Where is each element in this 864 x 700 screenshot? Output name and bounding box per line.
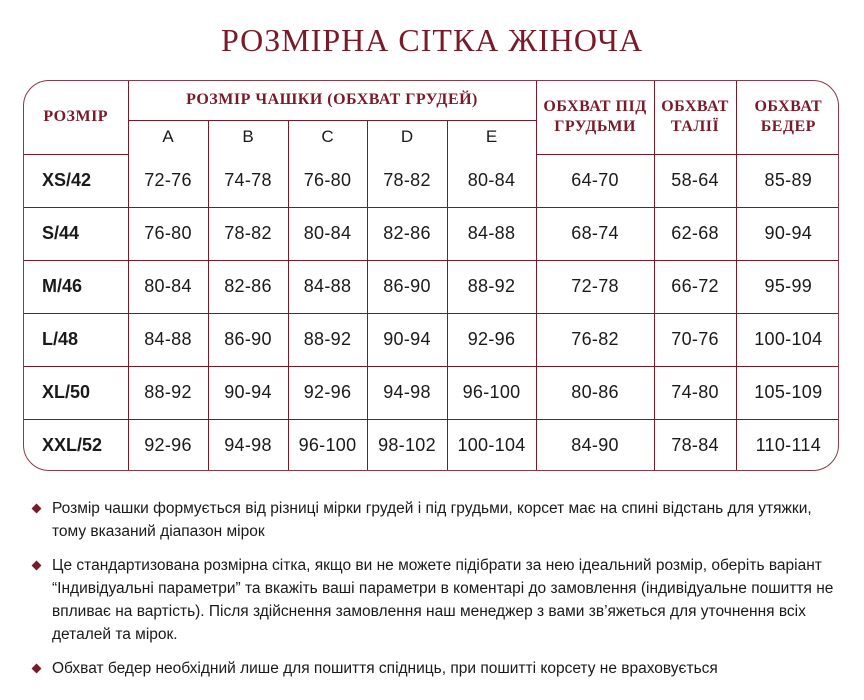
hips-cell: 100-104 xyxy=(736,313,839,366)
header-underbust: ОБХВАТ ПІД ГРУДЬМИ xyxy=(536,81,654,154)
cup-range-cell: 84-88 xyxy=(128,313,208,366)
hips-cell: 90-94 xyxy=(736,207,839,260)
cup-range-cell: 94-98 xyxy=(367,366,447,419)
cup-range-cell: 72-76 xyxy=(128,154,208,207)
table-row xyxy=(24,419,839,471)
cup-range-cell: 84-88 xyxy=(447,207,536,260)
hips-cell: 105-109 xyxy=(736,366,839,419)
hips-cell: 85-89 xyxy=(736,154,839,207)
hips-cell: 95-99 xyxy=(736,260,839,313)
cup-range-cell: 76-80 xyxy=(128,207,208,260)
cup-range-cell: 82-86 xyxy=(367,207,447,260)
note-text: Це стандартизована розмірна сітка, якщо ви не можете підібрати за нею ідеальний розмір, оберіть варіант “Індивідуальні параметри” та вкажіть ваші параметри в коментарі до замовлення (індивідуальне пошиття не впливає на вартість). Після здійснення замовлення наш менеджер з вами зв’яжеться для уточнення всіх деталей та мірок. xyxy=(52,557,834,643)
table-row xyxy=(24,154,839,207)
table-row xyxy=(24,366,839,419)
cup-range-cell: 80-84 xyxy=(288,207,367,260)
diamond-bullet-icon xyxy=(32,664,42,674)
underbust-cell: 80-86 xyxy=(536,366,654,419)
cup-range-cell: 92-96 xyxy=(447,313,536,366)
table-row xyxy=(24,313,839,366)
size-label: M/46 xyxy=(24,260,128,313)
header-size: РОЗМІР xyxy=(24,81,128,154)
cup-range-cell: 92-96 xyxy=(128,419,208,471)
notes-list xyxy=(30,497,840,691)
note-item xyxy=(30,554,840,646)
cup-range-cell: 88-92 xyxy=(447,260,536,313)
header-cup-group: РОЗМІР ЧАШКИ (ОБХВАТ ГРУДЕЙ) xyxy=(128,81,536,120)
size-label: XS/42 xyxy=(24,154,128,207)
header-cup-a: A xyxy=(128,120,208,154)
note-item xyxy=(30,657,840,680)
cup-range-cell: 78-82 xyxy=(367,154,447,207)
cup-range-cell: 98-102 xyxy=(367,419,447,471)
header-hips: ОБХВАТ БЕДЕР xyxy=(736,81,839,154)
cup-range-cell: 100-104 xyxy=(447,419,536,471)
note-text: Обхват бедер необхідний лише для пошиття спідниць, при пошитті корсету не враховується xyxy=(52,660,718,677)
cup-range-cell: 76-80 xyxy=(288,154,367,207)
cup-range-cell: 80-84 xyxy=(128,260,208,313)
header-cup-e: E xyxy=(447,120,536,154)
table-row xyxy=(24,207,839,260)
waist-cell: 74-80 xyxy=(654,366,736,419)
cup-range-cell: 86-90 xyxy=(367,260,447,313)
cup-range-cell: 90-94 xyxy=(367,313,447,366)
waist-cell: 70-76 xyxy=(654,313,736,366)
underbust-cell: 76-82 xyxy=(536,313,654,366)
underbust-cell: 68-74 xyxy=(536,207,654,260)
cup-range-cell: 92-96 xyxy=(288,366,367,419)
underbust-cell: 72-78 xyxy=(536,260,654,313)
note-item xyxy=(30,497,840,543)
cup-range-cell: 90-94 xyxy=(208,366,288,419)
underbust-cell: 64-70 xyxy=(536,154,654,207)
hips-cell: 110-114 xyxy=(736,419,839,471)
waist-cell: 66-72 xyxy=(654,260,736,313)
size-chart-table xyxy=(23,80,839,471)
cup-range-cell: 74-78 xyxy=(208,154,288,207)
cup-range-cell: 78-82 xyxy=(208,207,288,260)
header-cup-b: B xyxy=(208,120,288,154)
page-title: РОЗМІРНА СІТКА ЖІНОЧА xyxy=(220,22,644,58)
cup-range-cell: 96-100 xyxy=(447,366,536,419)
table-row xyxy=(24,260,839,313)
header-cup-c: C xyxy=(288,120,367,154)
cup-range-cell: 84-88 xyxy=(288,260,367,313)
diamond-bullet-icon xyxy=(32,561,42,571)
cup-range-cell: 86-90 xyxy=(208,313,288,366)
cup-range-cell: 96-100 xyxy=(288,419,367,471)
cup-range-cell: 88-92 xyxy=(128,366,208,419)
cup-range-cell: 82-86 xyxy=(208,260,288,313)
cup-range-cell: 94-98 xyxy=(208,419,288,471)
size-label: XL/50 xyxy=(24,366,128,419)
underbust-cell: 84-90 xyxy=(536,419,654,471)
waist-cell: 78-84 xyxy=(654,419,736,471)
diamond-bullet-icon xyxy=(32,504,42,514)
cup-range-cell: 80-84 xyxy=(447,154,536,207)
size-label: S/44 xyxy=(24,207,128,260)
waist-cell: 58-64 xyxy=(654,154,736,207)
note-text: Розмір чашки формується від різниці мірки грудей і під грудьми, корсет має на спині відстань для утяжки, тому вказаний діапазон мірок xyxy=(52,500,812,540)
waist-cell: 62-68 xyxy=(654,207,736,260)
size-label: XXL/52 xyxy=(24,419,128,471)
cup-range-cell: 88-92 xyxy=(288,313,367,366)
header-cup-d: D xyxy=(367,120,447,154)
header-waist: ОБХВАТ ТАЛІЇ xyxy=(654,81,736,154)
size-label: L/48 xyxy=(24,313,128,366)
